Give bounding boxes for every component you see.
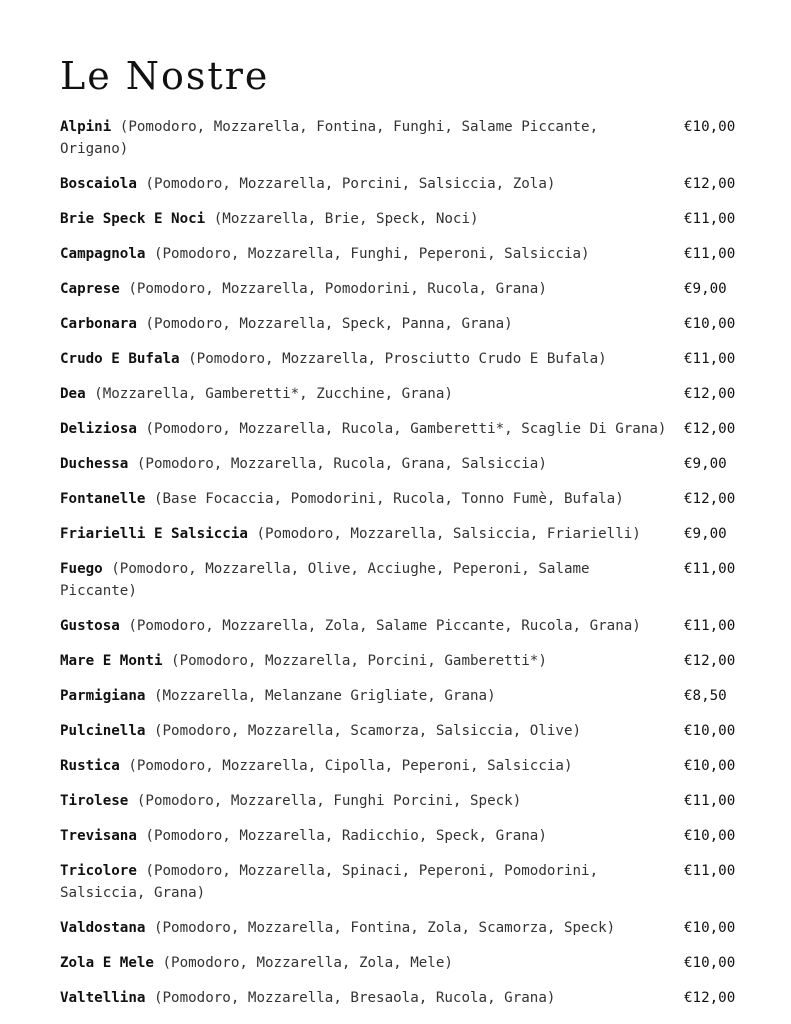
item-price: €11,00 (684, 863, 736, 879)
item-description (60, 173, 670, 195)
menu-item (60, 650, 750, 672)
menu-item (60, 173, 750, 195)
menu-item (60, 987, 750, 1009)
item-name: Boscaiola (60, 176, 137, 192)
item-ingredients: (Pomodoro, Mozzarella, Zola, Mele) (162, 955, 453, 971)
item-price: €11,00 (684, 561, 736, 577)
item-name: Campagnola (60, 246, 146, 262)
item-description (60, 755, 670, 777)
item-ingredients: (Pomodoro, Mozzarella, Prosciutto Crudo E Bufala) (188, 351, 607, 367)
item-price: €12,00 (684, 491, 736, 507)
item-description (60, 453, 670, 475)
item-description (60, 987, 670, 1009)
item-price: €9,00 (684, 526, 727, 542)
item-description (60, 650, 670, 672)
menu-item (60, 453, 750, 475)
item-price: €11,00 (684, 211, 736, 227)
item-price: €10,00 (684, 119, 736, 135)
item-name: Brie Speck E Noci (60, 211, 206, 227)
item-name: Trevisana (60, 828, 137, 844)
item-price: €10,00 (684, 723, 736, 739)
menu-item (60, 720, 750, 742)
menu-item (60, 243, 750, 265)
item-name: Rustica (60, 758, 120, 774)
menu-item (60, 917, 750, 939)
item-name: Caprese (60, 281, 120, 297)
page-title: Le Nostre (60, 54, 270, 98)
item-description (60, 720, 670, 742)
item-price: €10,00 (684, 920, 736, 936)
item-ingredients: (Pomodoro, Mozzarella, Bresaola, Rucola, Grana) (153, 990, 556, 1006)
item-ingredients: (Pomodoro, Mozzarella, Scamorza, Salsiccia, Olive) (153, 723, 582, 739)
menu-item (60, 418, 750, 440)
item-name: Tirolese (60, 793, 129, 809)
menu-item (60, 313, 750, 335)
menu-item (60, 685, 750, 707)
item-ingredients: (Base Focaccia, Pomodorini, Rucola, Tonno Fumè, Bufala) (153, 491, 624, 507)
menu-item (60, 860, 750, 904)
item-name: Fuego (60, 561, 103, 577)
item-ingredients: (Pomodoro, Mozzarella, Zola, Salame Piccante, Rucola, Grana) (128, 618, 641, 634)
item-name: Deliziosa (60, 421, 137, 437)
item-ingredients: (Pomodoro, Mozzarella, Pomodorini, Rucola, Grana) (128, 281, 547, 297)
menu-item (60, 615, 750, 637)
item-ingredients: (Mozzarella, Gamberetti*, Zucchine, Grana) (94, 386, 453, 402)
item-price: €11,00 (684, 793, 736, 809)
item-description (60, 208, 670, 230)
item-ingredients: (Pomodoro, Mozzarella, Olive, Acciughe, Peperoni, Salame Piccante) (60, 561, 590, 599)
item-ingredients: (Pomodoro, Mozzarella, Speck, Panna, Grana) (145, 316, 513, 332)
item-price: €10,00 (684, 316, 736, 332)
menu-item (60, 952, 750, 974)
item-price: €12,00 (684, 421, 736, 437)
menu-item (60, 825, 750, 847)
item-description (60, 313, 670, 335)
item-description (60, 558, 670, 602)
item-name: Parmigiana (60, 688, 146, 704)
item-price: €9,00 (684, 456, 727, 472)
item-ingredients: (Pomodoro, Mozzarella, Rucola, Grana, Salsiccia) (136, 456, 547, 472)
menu-item (60, 278, 750, 300)
item-description (60, 278, 670, 300)
item-price: €11,00 (684, 351, 736, 367)
item-description (60, 523, 670, 545)
item-name: Friarielli E Salsiccia (60, 526, 248, 542)
item-ingredients: (Pomodoro, Mozzarella, Radicchio, Speck, Grana) (145, 828, 547, 844)
item-price: €11,00 (684, 246, 736, 262)
item-name: Tricolore (60, 863, 137, 879)
item-description (60, 383, 670, 405)
item-price: €12,00 (684, 176, 736, 192)
menu-item (60, 488, 750, 510)
item-price: €8,50 (684, 688, 727, 704)
menu-item (60, 348, 750, 370)
item-ingredients: (Pomodoro, Mozzarella, Funghi Porcini, Speck) (136, 793, 522, 809)
item-ingredients: (Pomodoro, Mozzarella, Rucola, Gamberetti*, Scaglie Di Grana) (145, 421, 667, 437)
menu-item (60, 116, 750, 160)
item-price: €10,00 (684, 758, 736, 774)
item-description (60, 825, 670, 847)
item-price: €12,00 (684, 990, 736, 1006)
item-description (60, 116, 670, 160)
menu-item (60, 523, 750, 545)
item-ingredients: (Mozzarella, Brie, Speck, Noci) (213, 211, 479, 227)
item-price: €10,00 (684, 828, 736, 844)
item-name: Gustosa (60, 618, 120, 634)
item-price: €10,00 (684, 955, 736, 971)
item-description (60, 418, 670, 440)
item-price: €12,00 (684, 653, 736, 669)
item-description (60, 348, 670, 370)
menu-item (60, 383, 750, 405)
item-description (60, 952, 670, 974)
menu-item (60, 790, 750, 812)
item-description (60, 790, 670, 812)
item-price: €9,00 (684, 281, 727, 297)
item-name: Carbonara (60, 316, 137, 332)
item-name: Duchessa (60, 456, 129, 472)
item-name: Dea (60, 386, 86, 402)
item-name: Valtellina (60, 990, 146, 1006)
item-description (60, 685, 670, 707)
item-ingredients: (Pomodoro, Mozzarella, Porcini, Salsiccia, Zola) (145, 176, 556, 192)
item-ingredients: (Pomodoro, Mozzarella, Porcini, Gamberetti*) (171, 653, 547, 669)
menu-item (60, 755, 750, 777)
item-price: €11,00 (684, 618, 736, 634)
item-name: Fontanelle (60, 491, 146, 507)
item-name: Valdostana (60, 920, 146, 936)
item-price: €12,00 (684, 386, 736, 402)
item-description (60, 917, 670, 939)
item-description (60, 615, 670, 637)
item-name: Alpini (60, 119, 112, 135)
item-name: Crudo E Bufala (60, 351, 180, 367)
item-ingredients: (Pomodoro, Mozzarella, Funghi, Peperoni, Salsiccia) (153, 246, 590, 262)
menu-item (60, 558, 750, 602)
item-name: Mare E Monti (60, 653, 163, 669)
item-ingredients: (Pomodoro, Mozzarella, Fontina, Zola, Scamorza, Speck) (153, 920, 616, 936)
item-ingredients: (Pomodoro, Mozzarella, Fontina, Funghi, Salame Piccante, Origano) (60, 119, 599, 157)
item-description (60, 243, 670, 265)
item-name: Zola E Mele (60, 955, 154, 971)
item-ingredients: (Mozzarella, Melanzane Grigliate, Grana) (153, 688, 496, 704)
menu-item (60, 208, 750, 230)
item-ingredients: (Pomodoro, Mozzarella, Salsiccia, Friarielli) (256, 526, 641, 542)
pizza-list (60, 116, 750, 1022)
item-ingredients: (Pomodoro, Mozzarella, Cipolla, Peperoni, Salsiccia) (128, 758, 573, 774)
item-ingredients: (Pomodoro, Mozzarella, Spinaci, Peperoni, Pomodorini, Salsiccia, Grana) (60, 863, 599, 901)
item-description (60, 860, 670, 904)
item-name: Pulcinella (60, 723, 146, 739)
item-description (60, 488, 670, 510)
